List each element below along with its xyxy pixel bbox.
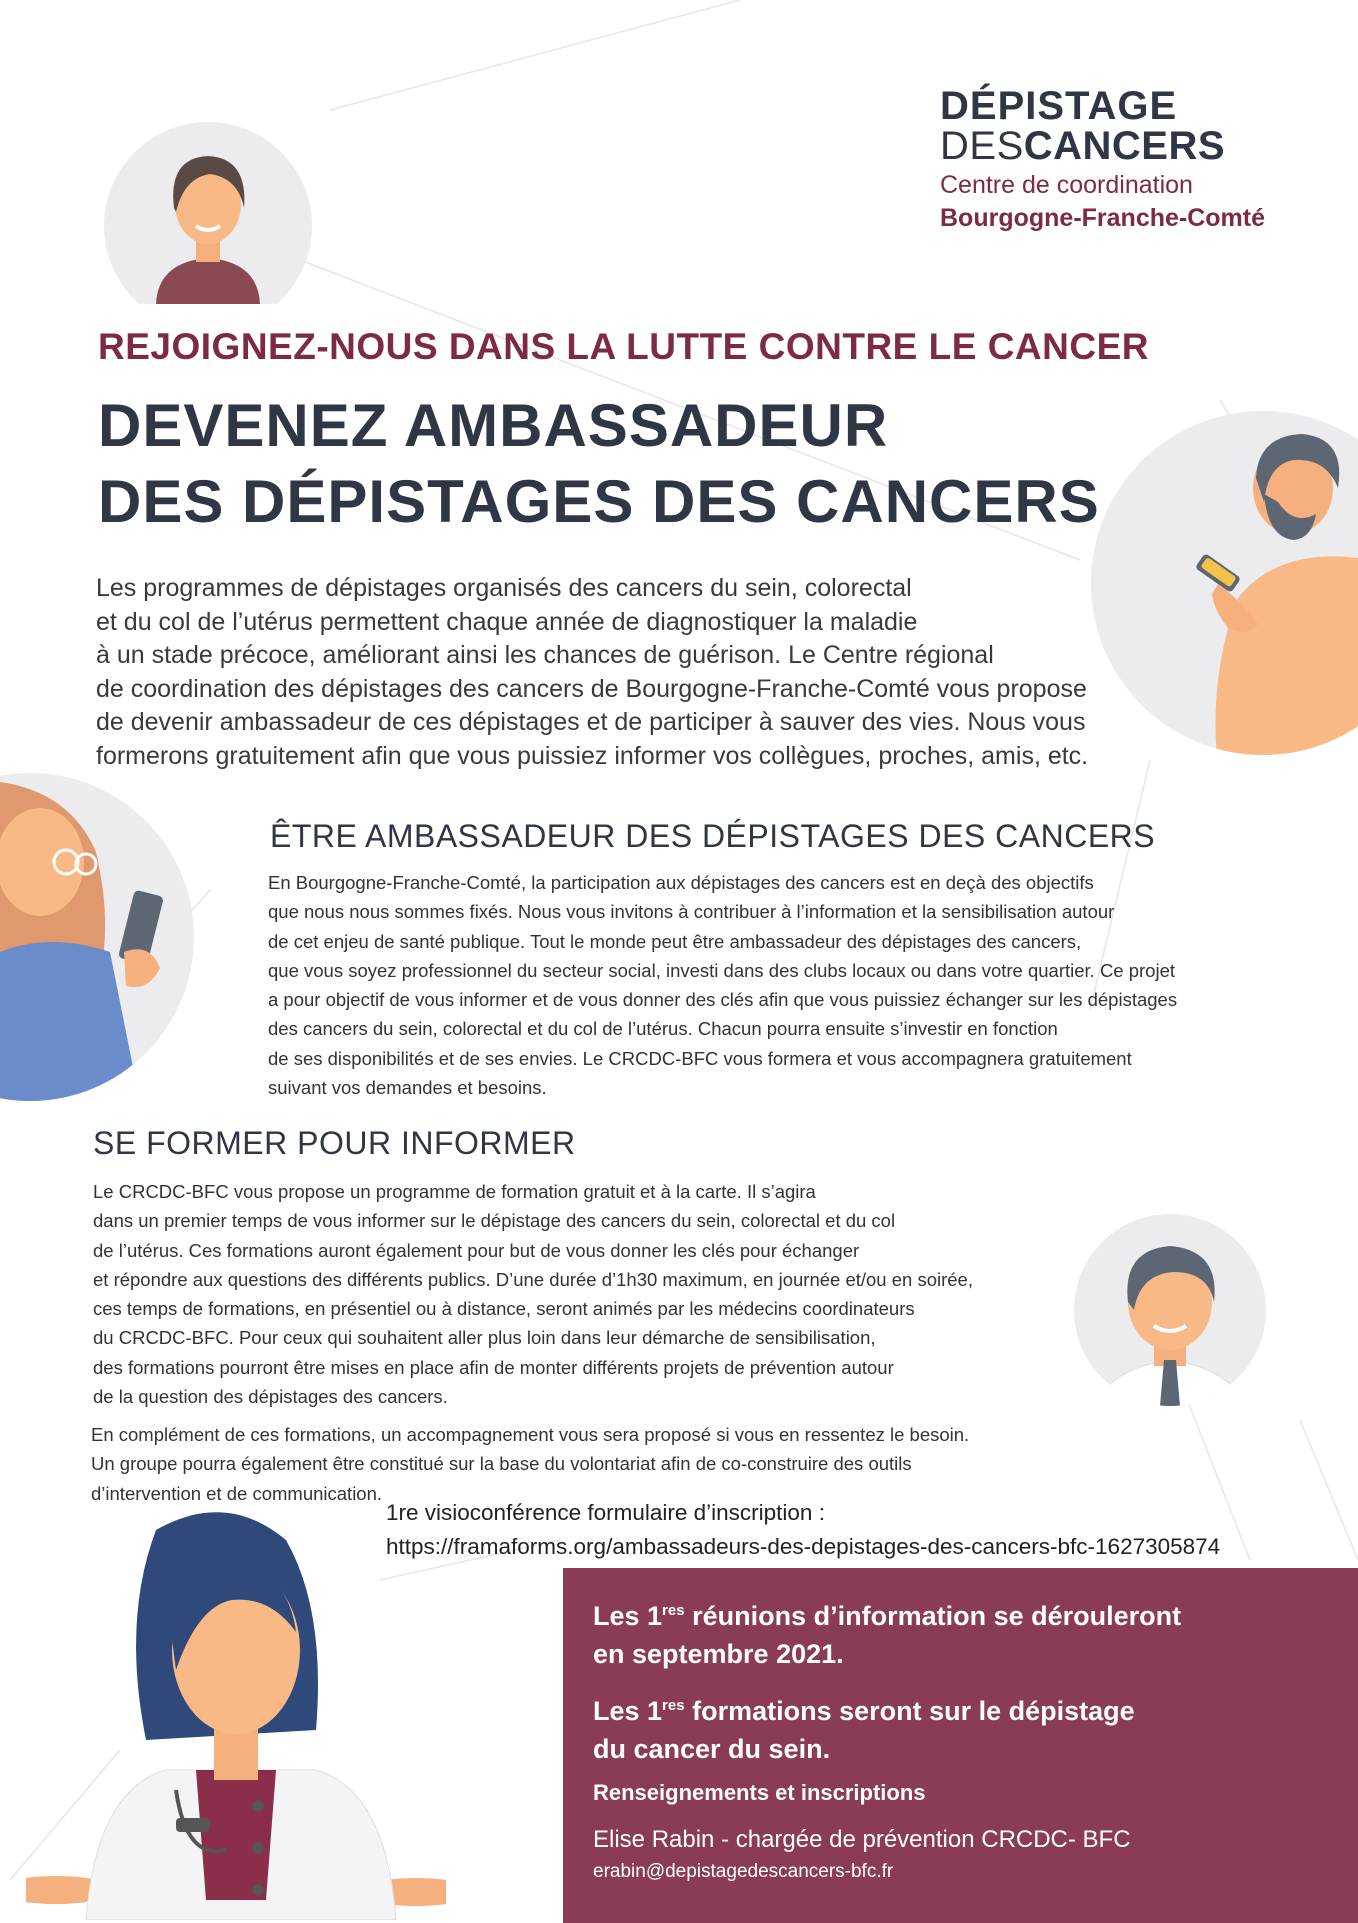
visio-label: 1re visioconférence formulaire d’inscription : bbox=[386, 1500, 825, 1525]
logo-line-4: Bourgogne-Franche-Comté bbox=[940, 204, 1265, 232]
section-heading-former: SE FORMER POUR INFORMER bbox=[93, 1125, 576, 1161]
body-line: du CRCDC-BFC. Pour ceux qui souhaitent aller plus loin dans leur démarche de sensibilisation, bbox=[93, 1327, 876, 1349]
info-email-link[interactable]: erabin@depistagedescancers-bfc.fr bbox=[593, 1861, 894, 1882]
body-line: que nous nous sommes fixés. Nous vous invitons à contribuer à l’information et la sensibilisation autour bbox=[268, 901, 1115, 923]
body-line: des cancers du sein, colorectal et du col de l’utérus. Chacun pourra ensuite s’investir en fonction bbox=[268, 1018, 1058, 1040]
body-line: que vous soyez professionnel du secteur social, investi dans des clubs locaux ou dans votre quartier. Ce projet bbox=[268, 959, 1176, 981]
body-line: de ses disponibilités et de ses envies. Le CRCDC-BFC vous formera et vous accompagnera gratuitement bbox=[268, 1047, 1132, 1069]
section-former-complement bbox=[91, 1420, 969, 1508]
section-former-body bbox=[93, 1177, 973, 1411]
logo-line-2-bold: CANCERS bbox=[1023, 124, 1226, 168]
visio-url-link[interactable]: https://framaforms.org/ambassadeurs-des-depistages-des-cancers-bfc-1627305874 bbox=[386, 1534, 1221, 1559]
logo-line-2 bbox=[940, 126, 1320, 166]
body-line: de la question des dépistages des cancers. bbox=[93, 1386, 448, 1408]
intro-line: formerons gratuitement afin que vous puissiez informer vos collègues, proches, amis, etc. bbox=[96, 741, 1089, 770]
body-line: Le CRCDC-BFC vous propose un programme de formation gratuit et à la carte. Il s’agira bbox=[93, 1181, 816, 1202]
info-reunions-date: en septembre 2021. bbox=[593, 1639, 844, 1669]
intro-line: de coordination des dépistages des cancers de Bourgogne-Franche-Comté vous propose bbox=[96, 674, 1087, 703]
intro-line: et du col de l’utérus permettent chaque année de diagnostiquer la maladie bbox=[96, 607, 918, 636]
info-reunions-line: Les 1res réunions d’information se dérouleront bbox=[593, 1601, 1182, 1631]
info-subheading: Renseignements et inscriptions bbox=[593, 1780, 926, 1805]
logo-line-2-light: DES bbox=[940, 124, 1024, 168]
body-line: dans un premier temps de vous informer sur le dépistage des cancers du sein, colorectal et du col bbox=[93, 1210, 896, 1232]
body-line: des formations pourront être mises en place afin de monter différents projets de prévention autour bbox=[93, 1356, 894, 1378]
body-line: suivant vos demandes et besoins. bbox=[268, 1077, 547, 1099]
avatar-woman-top-icon bbox=[98, 122, 318, 304]
avatar-woman-glasses-icon bbox=[0, 772, 200, 1102]
intro-paragraph bbox=[96, 572, 1226, 773]
avatar-doctor-icon bbox=[26, 1500, 446, 1920]
page-title bbox=[98, 388, 1100, 540]
page-title-line-1: DEVENEZ AMBASSADEUR bbox=[98, 392, 889, 459]
logo-line-3: Centre de coordination bbox=[940, 171, 1193, 199]
section-heading-ambassadeur: ÊTRE AMBASSADEUR DES DÉPISTAGES DES CANCERS bbox=[270, 818, 1156, 854]
body-line: En complément de ces formations, un accompagnement vous sera proposé si vous en ressentez le besoin. bbox=[91, 1424, 970, 1445]
body-line: ces temps de formations, en présentiel ou à distance, seront animés par les médecins coordinateurs bbox=[93, 1298, 915, 1320]
body-line: de cet enjeu de santé publique. Tout le monde peut être ambassadeur des dépistages des cancers, bbox=[268, 930, 1082, 952]
page-title-line-2: DES DÉPISTAGES DES CANCERS bbox=[98, 468, 1100, 535]
kicker-heading: REJOIGNEZ-NOUS DANS LA LUTTE CONTRE LE CANCER bbox=[98, 326, 1149, 367]
body-line: et répondre aux questions des différents publics. D’une durée d’1h30 maximum, en journée et/ou en soirée, bbox=[93, 1268, 973, 1290]
intro-line: à un stade précoce, améliorant ainsi les chances de guérison. Le Centre régional bbox=[96, 641, 994, 669]
info-formations-line: Les 1res formations seront sur le dépistage bbox=[593, 1696, 1135, 1726]
logo-line-1: DÉPISTAGE bbox=[940, 84, 1178, 128]
section-ambassadeur-body bbox=[268, 868, 1177, 1102]
logo bbox=[940, 86, 1320, 234]
info-formations-topic: du cancer du sein. bbox=[593, 1734, 831, 1764]
visio-block bbox=[386, 1496, 1220, 1564]
body-line: Un groupe pourra également être constitué sur la base du volontariat afin de co-construire des outils bbox=[91, 1453, 912, 1475]
body-line: En Bourgogne-Franche-Comté, la participation aux dépistages des cancers est en deçà des objectifs bbox=[268, 872, 1094, 893]
body-line: a pour objectif de vous informer et de vous donner des clés afin que vous puissiez échanger sur les dépistages bbox=[268, 989, 1178, 1011]
intro-line: de devenir ambassadeur de ces dépistages et de participer à sauver des vies. Nous vous bbox=[96, 708, 1086, 736]
intro-line: Les programmes de dépistages organisés des cancers du sein, colorectal bbox=[96, 574, 912, 602]
body-line: de l’utérus. Ces formations auront également pour but de vous donner les clés pour échanger bbox=[93, 1239, 860, 1261]
info-box bbox=[563, 1568, 1358, 1923]
body-line: d’intervention et de communication. bbox=[91, 1482, 383, 1504]
info-contact: Elise Rabin - chargée de prévention CRCDC- BFC bbox=[593, 1826, 1131, 1853]
avatar-man-tie-icon bbox=[1070, 1210, 1270, 1420]
